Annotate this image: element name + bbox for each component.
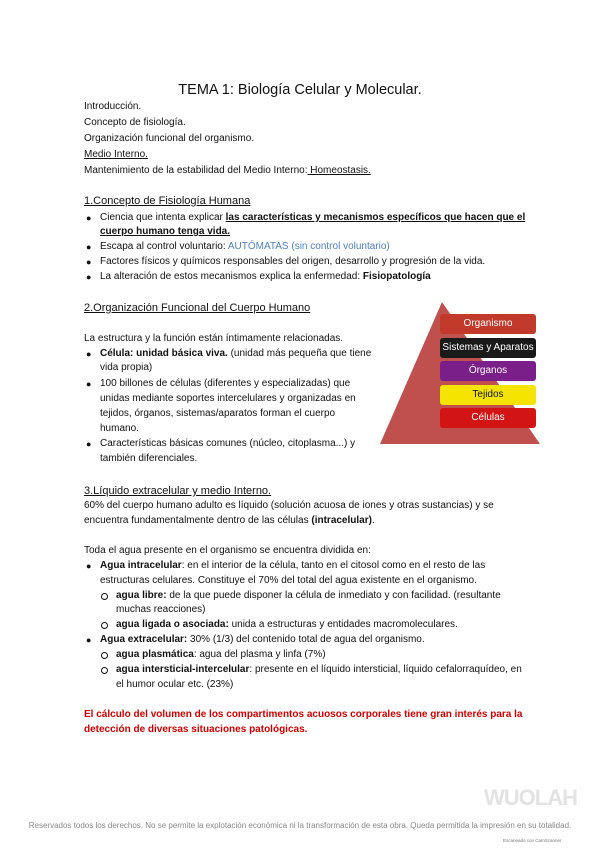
list-item: Factores físicos y químicos responsables del origen, desarrollo y progresión de la vida. — [100, 256, 486, 267]
paragraph: 60% del cuerpo humano adulto es líquido (solución acuosa de iones y otras sustancias) y se — [84, 500, 494, 511]
list-item: 100 billones de células (diferentes y especializadas) que — [100, 378, 351, 389]
bullet-icon: ● — [86, 257, 92, 267]
section-heading-3: 3.Líquido extracelular y medio Interno. — [84, 485, 272, 497]
text: Ciencia que intenta explicar — [100, 212, 226, 223]
circle-bullet-icon — [101, 652, 108, 659]
watermark-logo: WUOLAH — [484, 785, 577, 810]
index-item: Introducción. — [84, 101, 142, 112]
pyramid-level-tejidos: Tejidos — [440, 385, 536, 405]
bold-text: las características y mecanismos específicos que hacen que el — [225, 212, 526, 223]
circle-bullet-icon — [101, 622, 108, 629]
sub-list-item — [116, 618, 458, 632]
text: (unidad más pequeña que tiene — [227, 348, 372, 359]
list-item — [100, 633, 425, 647]
bullet-icon: ● — [86, 349, 92, 359]
paragraph: Toda el agua presente en el organismo se encuentra dividida en: — [84, 545, 371, 556]
index-item: Concepto de fisiología. — [84, 117, 186, 128]
blue-text: AUTÓMATAS (sin control voluntario) — [227, 241, 390, 252]
bullet-icon: ● — [86, 561, 92, 571]
list-item-cont: estructuras celulares. Constituye el 70% del total del agua existente en el organismo. — [100, 575, 477, 586]
sub-list-item-cont: el humor ocular etc. (23%) — [116, 679, 234, 690]
bold-text: Agua intracelular — [100, 560, 182, 571]
bullet-icon: ● — [86, 439, 92, 449]
bold-text: agua libre: — [116, 590, 167, 601]
pyramid-level-órganos: Órganos — [440, 361, 536, 381]
list-item — [100, 240, 390, 254]
sub-list-item-cont: muchas reacciones) — [116, 604, 206, 615]
highlight-note: El cálculo del volumen de los compartimentos acuosos corporales tiene gran interés para la — [84, 709, 523, 720]
list-item — [100, 559, 485, 573]
text: : agua del plasma y linfa (7%) — [193, 649, 326, 660]
list-item-cont: vida propia) — [100, 362, 153, 373]
scanner-mark: Escaneado con CamScanner — [503, 838, 562, 843]
list-item-cont: unidas mediante soportes intercelulares y organizadas en — [100, 393, 356, 404]
text: encuentra fundamentalmente dentro de las células — [84, 515, 312, 526]
text: 30% (1/3) del contenido total de agua del organismo. — [187, 634, 425, 645]
bold-text: cuerpo humano tenga vida. — [100, 226, 231, 237]
bullet-icon: ● — [86, 213, 92, 223]
paragraph — [84, 514, 375, 528]
bold-text: Célula: unidad básica viva. — [100, 348, 228, 359]
footer-rights: Reservados todos los derechos. No se permite la explotación económica ni la transformación de esta obra. Queda permitida la impresión en su totalidad. — [28, 821, 572, 830]
bullet-icon: ● — [86, 242, 92, 252]
index-link: Homeostasis. — [307, 165, 371, 176]
section-heading-2: 2.Organización Funcional del Cuerpo Humano — [84, 302, 311, 314]
sub-list-item — [116, 663, 522, 677]
list-item — [100, 270, 431, 284]
pyramid-level-sistemas-y-aparatos: Sistemas y Aparatos — [440, 338, 536, 358]
list-item-cont: también diferenciales. — [100, 453, 198, 464]
page-title: TEMA 1: Biología Celular y Molecular. — [178, 82, 422, 98]
bullet-icon: ● — [86, 272, 92, 282]
sub-list-item — [116, 589, 501, 603]
index-item — [84, 164, 371, 178]
bold-text: agua plasmática — [116, 649, 194, 660]
text: . — [371, 515, 375, 526]
sub-list-item — [116, 648, 326, 662]
text: La alteración de estos mecanismos explica la enfermedad: — [100, 271, 363, 282]
list-item: Características básicas comunes (núcleo, citoplasma...) y — [100, 438, 356, 449]
pyramid-level-organismo: Organismo — [440, 314, 536, 334]
text: Escapa al control voluntario: — [100, 241, 228, 252]
paragraph: La estructura y la función están íntimamente relacionadas. — [84, 333, 344, 344]
section-heading-1: 1.Concepto de Fisiología Humana — [84, 195, 251, 207]
text: : presente en el líquido intersticial, líquido cefalorraquídeo, en — [249, 664, 522, 675]
bullet-icon: ● — [86, 379, 92, 389]
bold-text: agua ligada o asociada: — [116, 619, 229, 630]
pyramid-level-células: Células — [440, 408, 536, 428]
bold-text: agua intersticial-intercelular — [116, 664, 250, 675]
bold-text: Agua extracelular: — [100, 634, 188, 645]
list-item-cont: humano. — [100, 423, 139, 434]
index-text: Mantenimiento de la estabilidad del Medio Interno: — [84, 165, 308, 176]
index-item: Organización funcional del organismo. — [84, 133, 255, 144]
text: unida a estructuras y entidades macromoleculares. — [228, 619, 458, 630]
bold-text: Fisiopatología — [362, 271, 431, 282]
text: de la que puede disponer la célula de inmediato y con facilidad. (resultante — [166, 590, 501, 601]
text: : en el interior de la célula, tanto en el citosol como en el resto de las — [181, 560, 486, 571]
list-item — [100, 211, 525, 225]
circle-bullet-icon — [101, 667, 108, 674]
bold-text: (intracelular) — [311, 515, 372, 526]
list-item — [100, 347, 371, 361]
circle-bullet-icon — [101, 593, 108, 600]
index-item: Medio Interno. — [84, 149, 148, 160]
list-item-cont: tejidos, órganos, sistemas/aparatos forman el cuerpo — [100, 408, 336, 419]
bullet-icon: ● — [86, 635, 92, 645]
highlight-note: detección de diversas situaciones patológicas. — [84, 724, 308, 735]
